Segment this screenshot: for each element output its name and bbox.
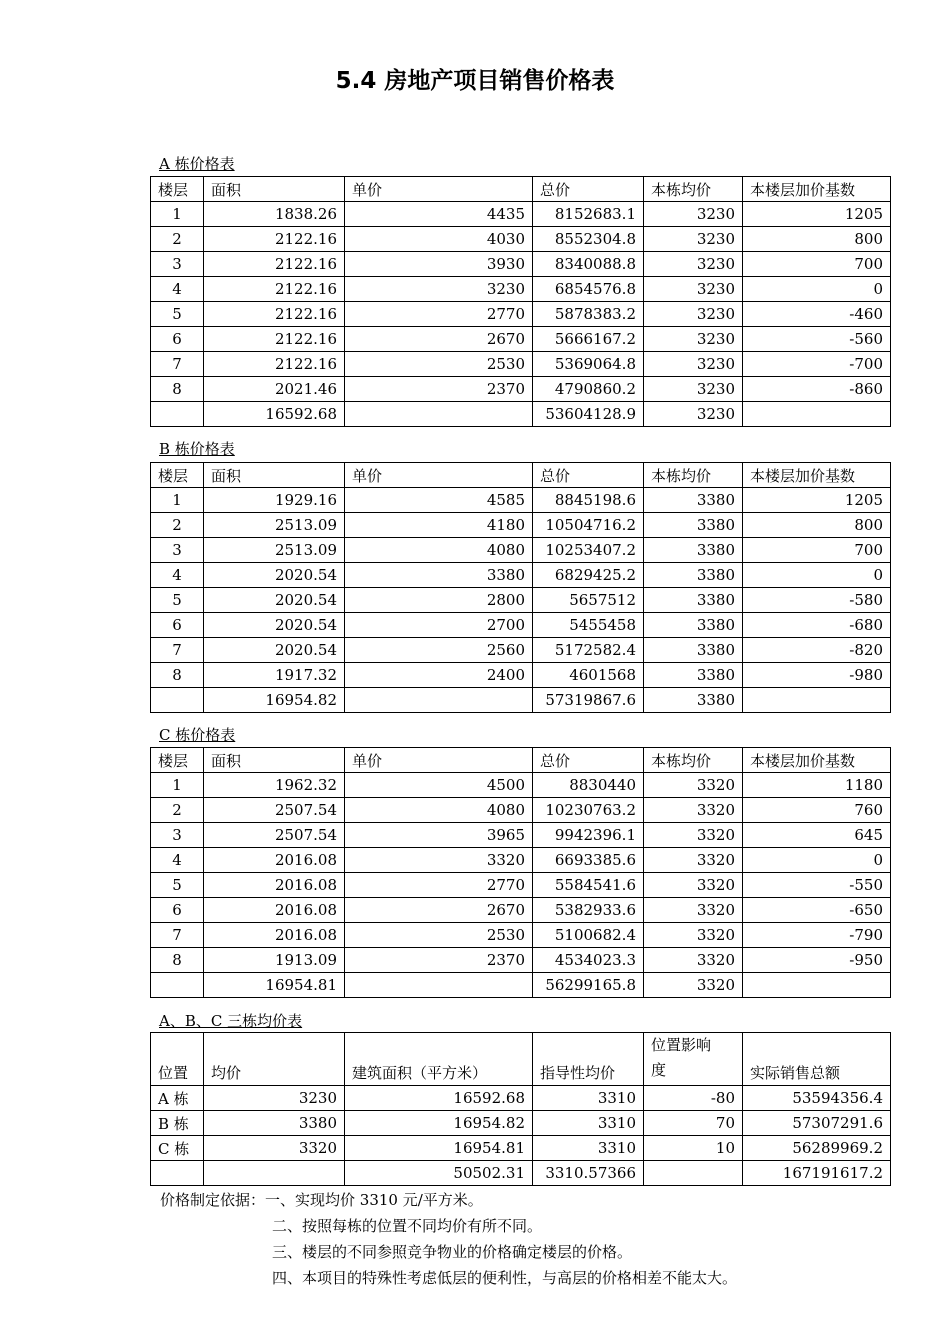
table-cell: 1929.16 — [204, 488, 345, 513]
table-cell: 3380 — [644, 488, 743, 513]
table-cell: 2513.09 — [204, 538, 345, 563]
header-row — [151, 177, 891, 202]
table-cell: 2020.54 — [204, 613, 345, 638]
table-cell: 8552304.8 — [533, 227, 644, 252]
table-cell: 53604128.9 — [533, 402, 644, 427]
note-item: 二、按照每栋的位置不同均价有所不同。 — [272, 1217, 543, 1235]
header-row — [151, 1033, 891, 1086]
table-cell: 2560 — [345, 638, 533, 663]
table-cell: 1 — [151, 202, 204, 227]
table-cell: -80 — [644, 1086, 743, 1111]
table-cell: 2020.54 — [204, 563, 345, 588]
table-cell: 3320 — [644, 948, 743, 973]
table-cell: -980 — [743, 663, 891, 688]
table-cell: 2370 — [345, 948, 533, 973]
table-cell: 2 — [151, 227, 204, 252]
notes-lead: 价格制定依据： — [160, 1191, 266, 1209]
table-cell: 2016.08 — [204, 873, 345, 898]
table-cell: 4030 — [345, 227, 533, 252]
table-cell: 16592.68 — [345, 1086, 533, 1111]
table-row — [151, 1136, 891, 1161]
table-cell: -820 — [743, 638, 891, 663]
table-row — [151, 823, 891, 848]
table-cell: 800 — [743, 227, 891, 252]
table-cell: 3380 — [644, 513, 743, 538]
table-cell: 3320 — [644, 798, 743, 823]
table-cell: 10253407.2 — [533, 538, 644, 563]
table-cell: 3230 — [644, 352, 743, 377]
table-cell: 3380 — [345, 563, 533, 588]
table-cell: 5369064.8 — [533, 352, 644, 377]
page-title: 5.4 房地产项目销售价格表 — [335, 68, 615, 94]
table-row — [151, 352, 891, 377]
table-row — [151, 663, 891, 688]
table-row — [151, 377, 891, 402]
table-cell: 10 — [644, 1136, 743, 1161]
table-cell: 8830440 — [533, 773, 644, 798]
column-header: 楼层 — [151, 748, 204, 773]
table-row — [151, 252, 891, 277]
table-cell: 2122.16 — [204, 277, 345, 302]
column-header: 位置 — [151, 1033, 204, 1086]
table-cell: 4435 — [345, 202, 533, 227]
table-cell: 6 — [151, 898, 204, 923]
table-cell: 3965 — [345, 823, 533, 848]
table-cell: 8340088.8 — [533, 252, 644, 277]
table-cell: 2122.16 — [204, 227, 345, 252]
table-cell: 8152683.1 — [533, 202, 644, 227]
table-cell: -860 — [743, 377, 891, 402]
table-cell: 2700 — [345, 613, 533, 638]
column-header: 单价 — [345, 748, 533, 773]
table-cell: 2016.08 — [204, 923, 345, 948]
building-b-table — [150, 462, 891, 713]
column-header: 单价 — [345, 463, 533, 488]
table-cell — [151, 1161, 204, 1186]
table-cell: 1205 — [743, 488, 891, 513]
table-cell: 3230 — [644, 277, 743, 302]
table-cell: 16592.68 — [204, 402, 345, 427]
table-cell: 2122.16 — [204, 252, 345, 277]
table-cell: 5172582.4 — [533, 638, 644, 663]
table-cell: 7 — [151, 638, 204, 663]
table-cell: 8 — [151, 663, 204, 688]
table-cell: 3230 — [204, 1086, 345, 1111]
table-cell: 3310.57366 — [533, 1161, 644, 1186]
table-cell: 3380 — [644, 563, 743, 588]
table-cell: 2021.46 — [204, 377, 345, 402]
table-cell: -790 — [743, 923, 891, 948]
table-cell: 3320 — [644, 848, 743, 873]
table-cell: 8845198.6 — [533, 488, 644, 513]
table-cell — [345, 973, 533, 998]
table-cell — [151, 973, 204, 998]
table-cell: 3930 — [345, 252, 533, 277]
table-row — [151, 227, 891, 252]
total-row — [151, 1161, 891, 1186]
column-header: 本楼层加价基数 — [743, 177, 891, 202]
table-cell: 700 — [743, 538, 891, 563]
table-row — [151, 488, 891, 513]
table-cell — [204, 1161, 345, 1186]
summary-caption: A、B、C 三栋均价表 — [159, 1012, 303, 1030]
table-cell: 2016.08 — [204, 898, 345, 923]
table-cell: 9942396.1 — [533, 823, 644, 848]
table-cell: 4180 — [345, 513, 533, 538]
column-header: 实际销售总额 — [743, 1033, 891, 1086]
table-cell: 2 — [151, 513, 204, 538]
table-cell — [345, 402, 533, 427]
building-a-table — [150, 176, 891, 427]
table-cell: 8 — [151, 948, 204, 973]
column-header: 位置影响 度 — [644, 1033, 743, 1086]
table-cell: 3320 — [644, 973, 743, 998]
table-cell: 57319867.6 — [533, 688, 644, 713]
table-cell: 16954.82 — [204, 688, 345, 713]
table-cell — [644, 1161, 743, 1186]
table-cell: 1 — [151, 773, 204, 798]
table-cell: 2016.08 — [204, 848, 345, 873]
table-cell: 4080 — [345, 538, 533, 563]
table-row — [151, 563, 891, 588]
table-cell: 3230 — [644, 302, 743, 327]
table-cell: 3320 — [644, 823, 743, 848]
table-cell: 2 — [151, 798, 204, 823]
column-header: 面积 — [204, 177, 345, 202]
table-cell: C 栋 — [151, 1136, 204, 1161]
table-row — [151, 773, 891, 798]
table-cell: 2513.09 — [204, 513, 345, 538]
table-row — [151, 923, 891, 948]
table-cell: 16954.82 — [345, 1111, 533, 1136]
table-cell: 2770 — [345, 302, 533, 327]
table-cell: 56299165.8 — [533, 973, 644, 998]
building-a-caption: A 栋价格表 — [159, 155, 235, 173]
table-cell: 8 — [151, 377, 204, 402]
table-cell: 3380 — [644, 663, 743, 688]
table-cell: 3230 — [644, 227, 743, 252]
table-cell: -580 — [743, 588, 891, 613]
table-row — [151, 613, 891, 638]
table-cell — [743, 973, 891, 998]
table-cell: 50502.31 — [345, 1161, 533, 1186]
table-cell: 6829425.2 — [533, 563, 644, 588]
table-cell — [743, 402, 891, 427]
table-row — [151, 588, 891, 613]
note-item: 四、本项目的特殊性考虑低层的便利性，与高层的价格相差不能太大。 — [272, 1269, 738, 1287]
column-header: 本栋均价 — [644, 463, 743, 488]
table-row — [151, 1086, 891, 1111]
column-header: 面积 — [204, 748, 345, 773]
table-cell: 3310 — [533, 1086, 644, 1111]
table-cell: 10230763.2 — [533, 798, 644, 823]
table-cell: 0 — [743, 277, 891, 302]
table-row — [151, 538, 891, 563]
table-cell: 4 — [151, 563, 204, 588]
column-header: 单价 — [345, 177, 533, 202]
table-cell — [151, 402, 204, 427]
table-cell: 3320 — [204, 1136, 345, 1161]
table-cell: 5382933.6 — [533, 898, 644, 923]
table-cell: -650 — [743, 898, 891, 923]
table-cell: 3310 — [533, 1111, 644, 1136]
table-row — [151, 873, 891, 898]
table-cell: 3320 — [644, 898, 743, 923]
table-cell: 3230 — [644, 202, 743, 227]
table-cell: 4601568 — [533, 663, 644, 688]
table-cell: 7 — [151, 352, 204, 377]
table-cell: 2507.54 — [204, 823, 345, 848]
table-cell: 800 — [743, 513, 891, 538]
building-c-table — [150, 747, 891, 998]
table-cell: 3230 — [644, 377, 743, 402]
column-header: 楼层 — [151, 177, 204, 202]
table-cell: 167191617.2 — [743, 1161, 891, 1186]
table-cell: 1962.32 — [204, 773, 345, 798]
note-item: 一、实现均价 3310 元/平方米。 — [265, 1191, 483, 1209]
table-cell: A 栋 — [151, 1086, 204, 1111]
table-cell: 2530 — [345, 923, 533, 948]
column-header: 总价 — [533, 463, 644, 488]
column-header: 本栋均价 — [644, 177, 743, 202]
notes-lead-line — [160, 1190, 483, 1210]
total-row — [151, 973, 891, 998]
table-cell: 3380 — [644, 588, 743, 613]
table-cell: 2530 — [345, 352, 533, 377]
table-cell: 56289969.2 — [743, 1136, 891, 1161]
table-cell: 3320 — [644, 773, 743, 798]
table-cell: 1913.09 — [204, 948, 345, 973]
table-row — [151, 798, 891, 823]
table-cell: 2670 — [345, 898, 533, 923]
table-cell: 2122.16 — [204, 302, 345, 327]
table-cell: 3380 — [644, 638, 743, 663]
table-cell: 3380 — [644, 688, 743, 713]
table-cell: -560 — [743, 327, 891, 352]
building-b-caption: B 栋价格表 — [159, 440, 235, 458]
column-header: 本栋均价 — [644, 748, 743, 773]
table-cell: 3320 — [345, 848, 533, 873]
table-cell: 5878383.2 — [533, 302, 644, 327]
column-header: 建筑面积（平方米） — [345, 1033, 533, 1086]
table-cell: 5100682.4 — [533, 923, 644, 948]
table-cell: 3230 — [644, 252, 743, 277]
table-cell: 4500 — [345, 773, 533, 798]
table-cell: 5584541.6 — [533, 873, 644, 898]
table-cell: 3230 — [644, 402, 743, 427]
table-row — [151, 848, 891, 873]
table-cell — [345, 688, 533, 713]
column-header: 本楼层加价基数 — [743, 748, 891, 773]
table-cell: 3380 — [204, 1111, 345, 1136]
table-cell: 5 — [151, 302, 204, 327]
column-header: 指导性均价 — [533, 1033, 644, 1086]
table-cell: 7 — [151, 923, 204, 948]
table-cell: 53594356.4 — [743, 1086, 891, 1111]
table-cell: 70 — [644, 1111, 743, 1136]
table-row — [151, 327, 891, 352]
total-row — [151, 688, 891, 713]
table-cell: 3 — [151, 823, 204, 848]
total-row — [151, 402, 891, 427]
table-cell: 4080 — [345, 798, 533, 823]
table-cell: -950 — [743, 948, 891, 973]
table-cell: 5455458 — [533, 613, 644, 638]
header-row — [151, 463, 891, 488]
table-cell: 6 — [151, 613, 204, 638]
table-cell: 3320 — [644, 923, 743, 948]
table-cell: 6 — [151, 327, 204, 352]
table-cell: 6693385.6 — [533, 848, 644, 873]
table-row — [151, 1111, 891, 1136]
column-header: 均价 — [204, 1033, 345, 1086]
table-cell: 2122.16 — [204, 352, 345, 377]
table-cell: B 栋 — [151, 1111, 204, 1136]
table-cell: 2370 — [345, 377, 533, 402]
table-cell: 3310 — [533, 1136, 644, 1161]
table-cell: 2020.54 — [204, 638, 345, 663]
table-cell: 760 — [743, 798, 891, 823]
table-cell: -460 — [743, 302, 891, 327]
table-cell: 2507.54 — [204, 798, 345, 823]
table-row — [151, 898, 891, 923]
table-cell: 6854576.8 — [533, 277, 644, 302]
table-cell: 1838.26 — [204, 202, 345, 227]
column-header: 本楼层加价基数 — [743, 463, 891, 488]
table-cell: 0 — [743, 848, 891, 873]
table-cell: 16954.81 — [204, 973, 345, 998]
table-cell: 1917.32 — [204, 663, 345, 688]
table-row — [151, 948, 891, 973]
table-cell: 5 — [151, 873, 204, 898]
table-cell: 700 — [743, 252, 891, 277]
table-cell: 4 — [151, 277, 204, 302]
table-cell: 1180 — [743, 773, 891, 798]
table-cell: 2670 — [345, 327, 533, 352]
table-row — [151, 202, 891, 227]
table-cell: 5 — [151, 588, 204, 613]
table-cell: -550 — [743, 873, 891, 898]
table-cell: 3230 — [345, 277, 533, 302]
table-cell: 1205 — [743, 202, 891, 227]
table-cell: 10504716.2 — [533, 513, 644, 538]
column-header: 总价 — [533, 748, 644, 773]
table-cell: 645 — [743, 823, 891, 848]
table-cell — [743, 688, 891, 713]
table-row — [151, 277, 891, 302]
building-c-caption: C 栋价格表 — [159, 726, 236, 744]
column-header: 总价 — [533, 177, 644, 202]
table-cell: 5657512 — [533, 588, 644, 613]
table-cell: 3380 — [644, 613, 743, 638]
table-cell: 3230 — [644, 327, 743, 352]
table-cell: 2122.16 — [204, 327, 345, 352]
table-cell: 4534023.3 — [533, 948, 644, 973]
table-cell: 4 — [151, 848, 204, 873]
summary-table — [150, 1032, 891, 1186]
table-cell: -700 — [743, 352, 891, 377]
column-header: 楼层 — [151, 463, 204, 488]
table-cell: 16954.81 — [345, 1136, 533, 1161]
table-cell: 4790860.2 — [533, 377, 644, 402]
table-row — [151, 302, 891, 327]
column-header: 面积 — [204, 463, 345, 488]
table-cell: 2770 — [345, 873, 533, 898]
table-cell: 3380 — [644, 538, 743, 563]
table-cell: 3320 — [644, 873, 743, 898]
table-cell: 1 — [151, 488, 204, 513]
table-row — [151, 513, 891, 538]
table-cell: 2800 — [345, 588, 533, 613]
table-cell — [151, 688, 204, 713]
table-cell: 2400 — [345, 663, 533, 688]
table-cell: -680 — [743, 613, 891, 638]
table-cell: 2020.54 — [204, 588, 345, 613]
table-cell: 5666167.2 — [533, 327, 644, 352]
table-cell: 3 — [151, 252, 204, 277]
note-item: 三、楼层的不同参照竞争物业的价格确定楼层的价格。 — [272, 1243, 633, 1261]
table-row — [151, 638, 891, 663]
table-cell: 4585 — [345, 488, 533, 513]
table-cell: 3 — [151, 538, 204, 563]
table-cell: 57307291.6 — [743, 1111, 891, 1136]
table-cell: 0 — [743, 563, 891, 588]
header-row — [151, 748, 891, 773]
